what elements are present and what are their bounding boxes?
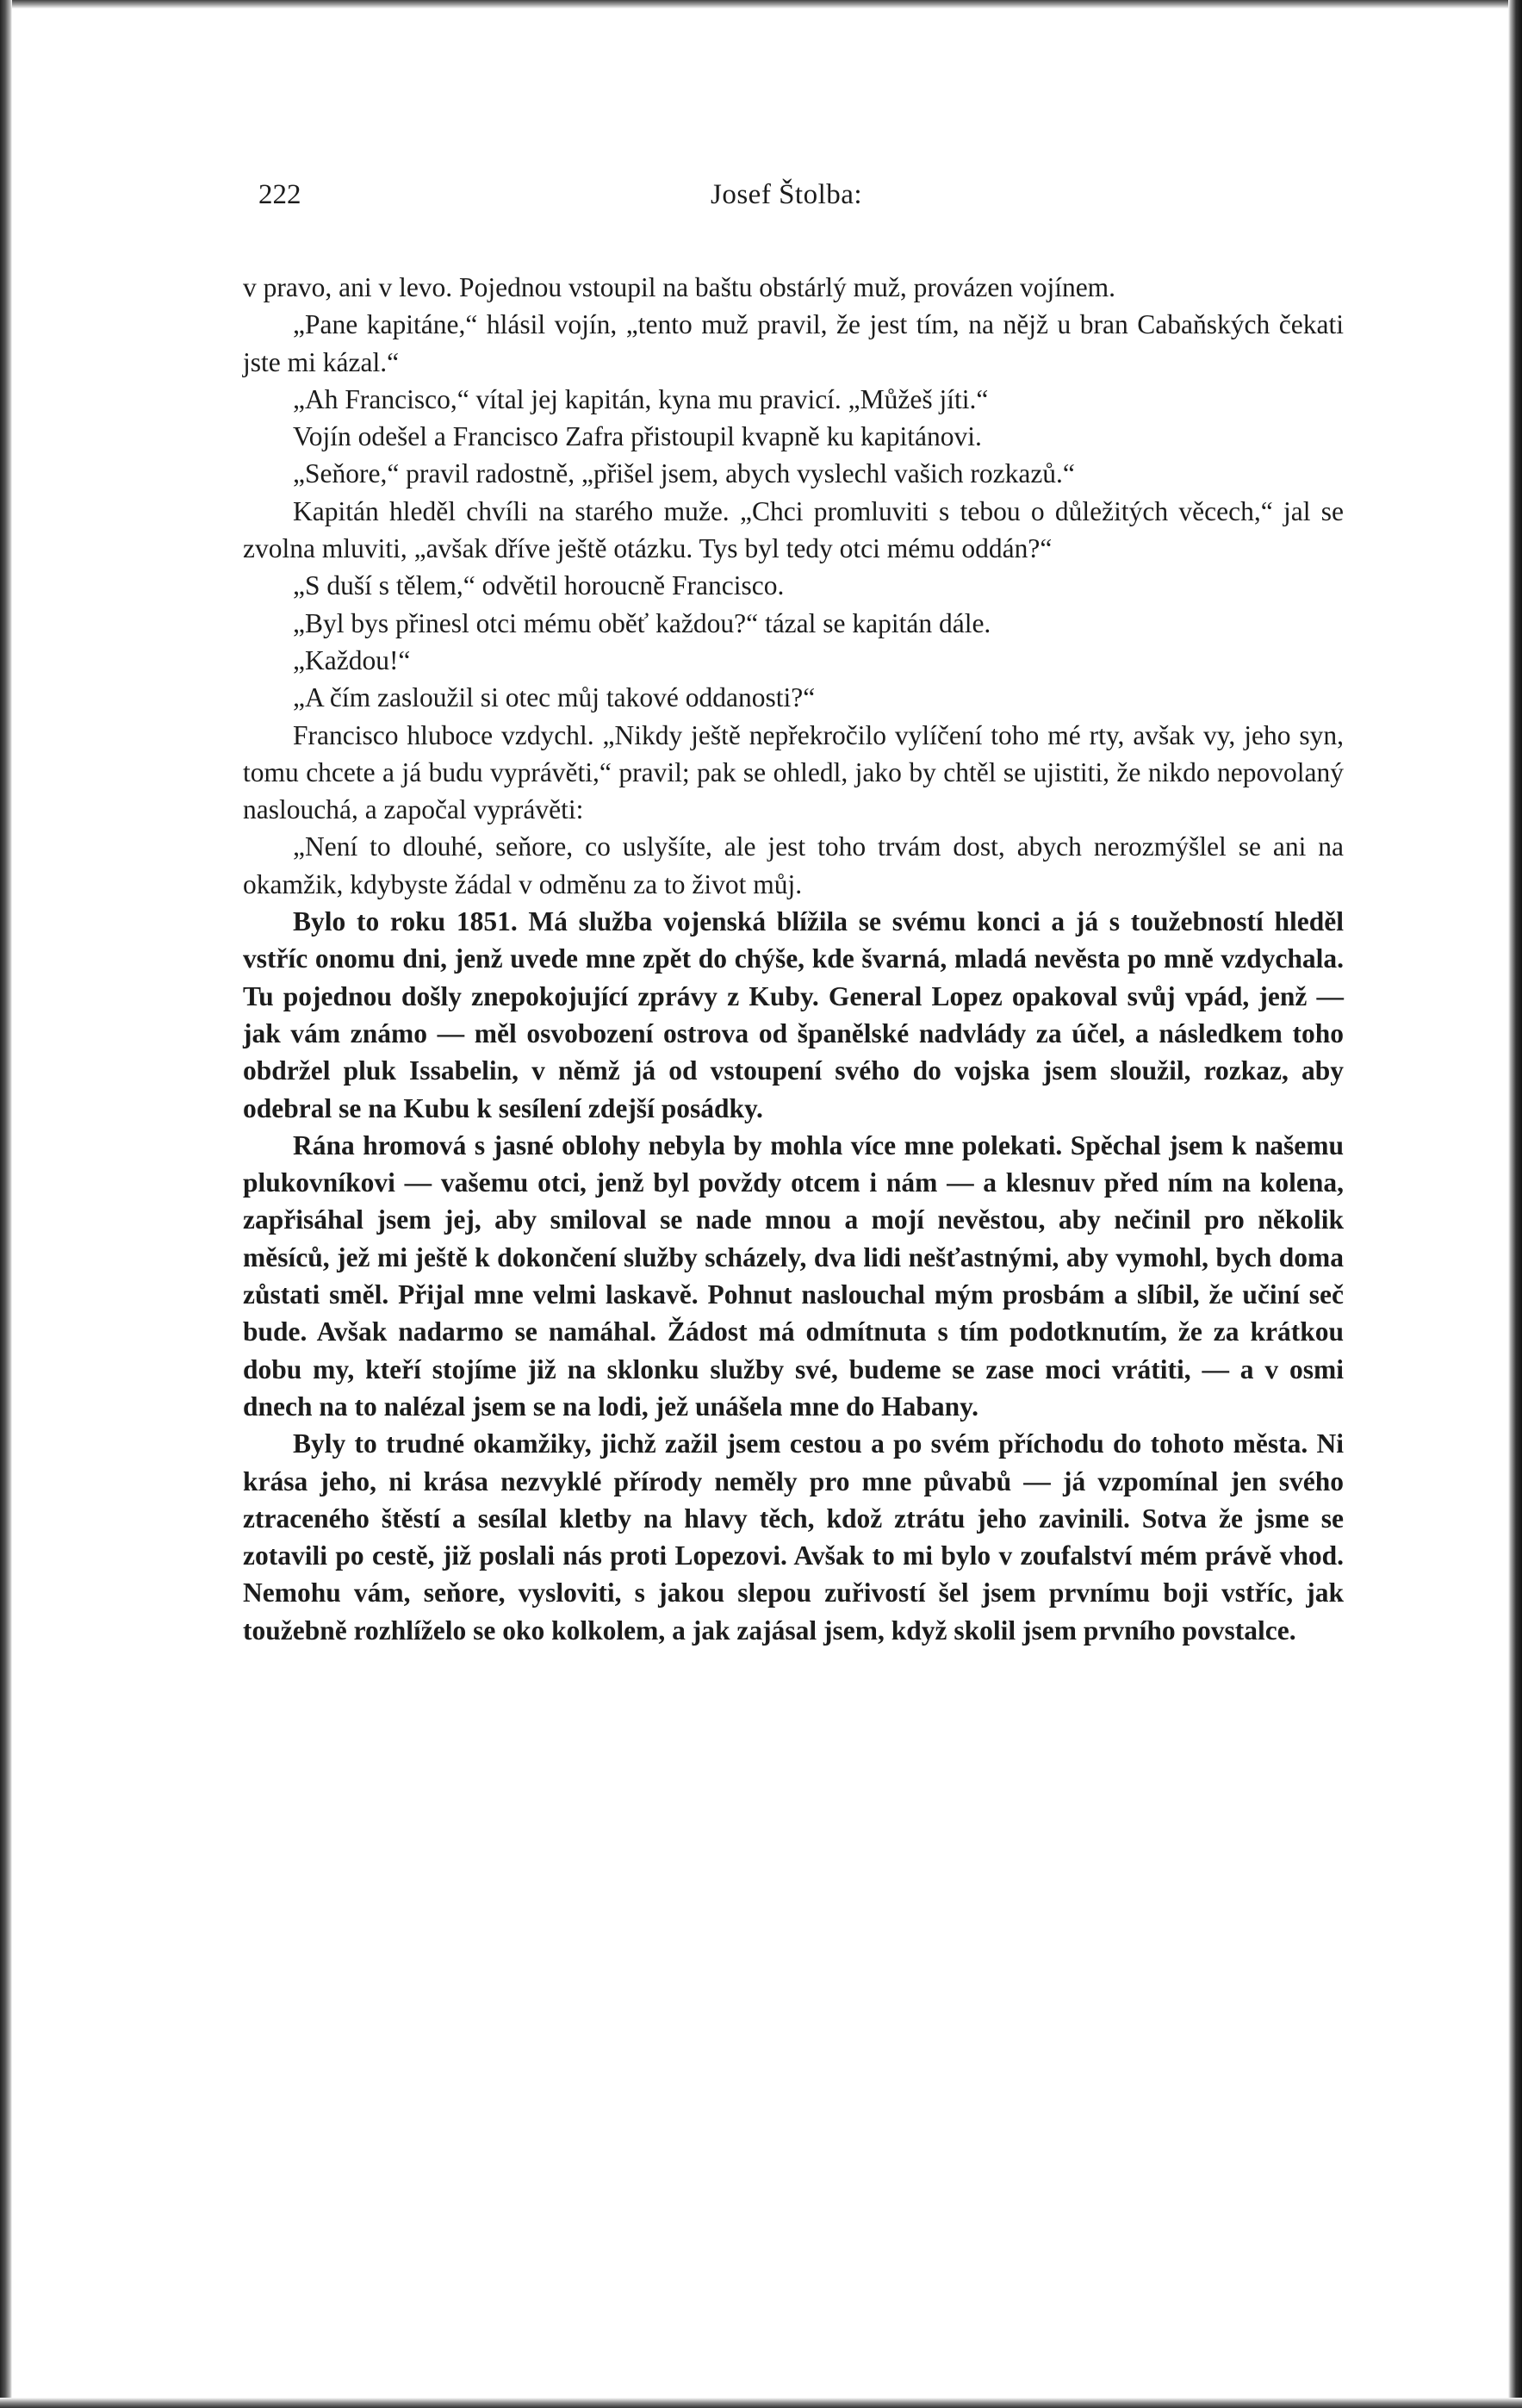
scan-edge-right — [1508, 0, 1522, 2408]
page-number: 222 — [258, 179, 301, 210]
paragraph: Rána hromová s jasné oblohy nebyla by mohla více mne polekati. Spěchal jsem k našemu plukovníkovi — vašemu otci, jenž byl povždy otcem i nám — a klesnuv před ním na kolena, zapřisáhal jsem jej, aby smiloval se nade mnou a mojí nevěstou, aby nečinil pro několik měsíců, jež mi ještě k dokončení služby scházely, dva lidi nešťastnými, aby vymohl, bych doma zůstati směl. Přijal mne velmi laskavě. Pohnut naslouchal mým prosbám a slíbil, že učiní seč bude. Avšak nadarmo se namáhal. Žádost má odmítnuta s tím podotknutím, že za krátkou dobu my, kteří stojíme již na sklonku služby své, budeme se zase moci vrátiti, — a v osmi dnech na to nalézal jsem se na lodi, jež unášela mne do Habany. — [243, 1129, 1344, 1422]
paragraph: Byly to trudné okamžiky, jichž zažil jsem cestou a po svém příchodu do tohoto města. Ni krása jeho, ni krása nezvyklé přírody neměly pro mne půvabů — já vzpomínal jen svého ztraceného štěstí a sesílal kletby na hlavy těch, kdož ztrátu jeho zavinili. Sotva že jsme se zotavili po cestě, již poslali nás proti Lopezovi. Avšak to mi bylo v zoufalství mém právě vhod. Nemohu vám, seňore, vysloviti, s jakou slepou zuřivostí šel jsem prvnímu boji vstříc, jak toužebně rozhlíželo se oko kolkolem, a jak zajásal jsem, když skolil jsem prvního povstalce. — [243, 1428, 1344, 1646]
bold-text-section — [243, 903, 1344, 1649]
paragraph: „Seňore,“ pravil radostně, „přišel jsem, abych vyslechl vašich rozkazů.“ — [293, 458, 1075, 489]
scan-edge-top — [0, 0, 1522, 9]
paragraph: „Každou!“ — [293, 644, 411, 675]
running-head-author: Josef Štolba: — [711, 179, 863, 210]
paragraph: „Pane kapitáne,“ hlásil vojín, „tento muž pravil, že jest tím, na nějž u bran Cabaňských čekati jste mi kázal.“ — [243, 309, 1344, 377]
paragraph: Bylo to roku 1851. Má služba vojenská blížila se svému konci a já s toužebností hleděl vstříc onomu dni, jenž uvede mne zpět do chýše, kde švarná, mladá nevěsta po mně vzdychala. Tu pojednou došly znepokojující zprávy z Kuby. General Lopez opakoval svůj vpád, jenž — jak vám známo — měl osvobození ostrova od španělské nadvlády za účel, a následkem toho obdržel pluk Issabelin, v němž já od vstoupení svého do vojska jsem sloužil, rozkaz, aby odebral se na Kubu k sesílení zdejší posádky. — [243, 906, 1344, 1123]
paragraph: Francisco hluboce vzdychl. „Nikdy ještě nepřekročilo vylíčení toho mé rty, avšak vy, jeho syn, tomu chcete a já budu vyprávěti,“ pravil; pak se ohledl, jako by chtěl se ujistiti, že nikdo nepovolaný naslouchá, a započal vyprávěti: — [243, 719, 1344, 825]
scan-edge-bottom — [0, 2398, 1522, 2408]
paragraph: v pravo, ani v levo. Pojednou vstoupil na baštu obstárlý muž, provázen vojínem. — [243, 272, 1116, 302]
paragraph: Vojín odešel a Francisco Zafra přistoupil kvapně ku kapitánovi. — [293, 421, 982, 452]
paragraph: Kapitán hleděl chvíli na starého muže. „Chci promluviti s tebou o důležitých věcech,“ jal se zvolna mluviti, „avšak dříve ještě otázku. Tys byl tedy otci mému oddán?“ — [243, 495, 1344, 564]
paragraph: „Není to dlouhé, seňore, co uslyšíte, ale jest toho trvám dost, abych nerozmýšlel se ani na okamžik, kdybyste žádal v odměnu za to život můj. — [243, 831, 1344, 899]
paragraph: „Byl bys přinesl otci mému oběť každou?“ tázal se kapitán dále. — [293, 607, 991, 638]
paragraph: „A čím zasloužil si otec můj takové oddanosti?“ — [293, 682, 816, 713]
paragraph: „Ah Francisco,“ vítal jej kapitán, kyna mu pravicí. „Můžeš jíti.“ — [293, 383, 989, 414]
running-head — [243, 179, 1344, 231]
scan-edge-left — [0, 0, 12, 2408]
body-text — [243, 269, 1344, 1649]
paragraph: „S duší s tělem,“ odvětil horoucně Francisco. — [293, 570, 785, 601]
page-content — [243, 179, 1344, 1649]
